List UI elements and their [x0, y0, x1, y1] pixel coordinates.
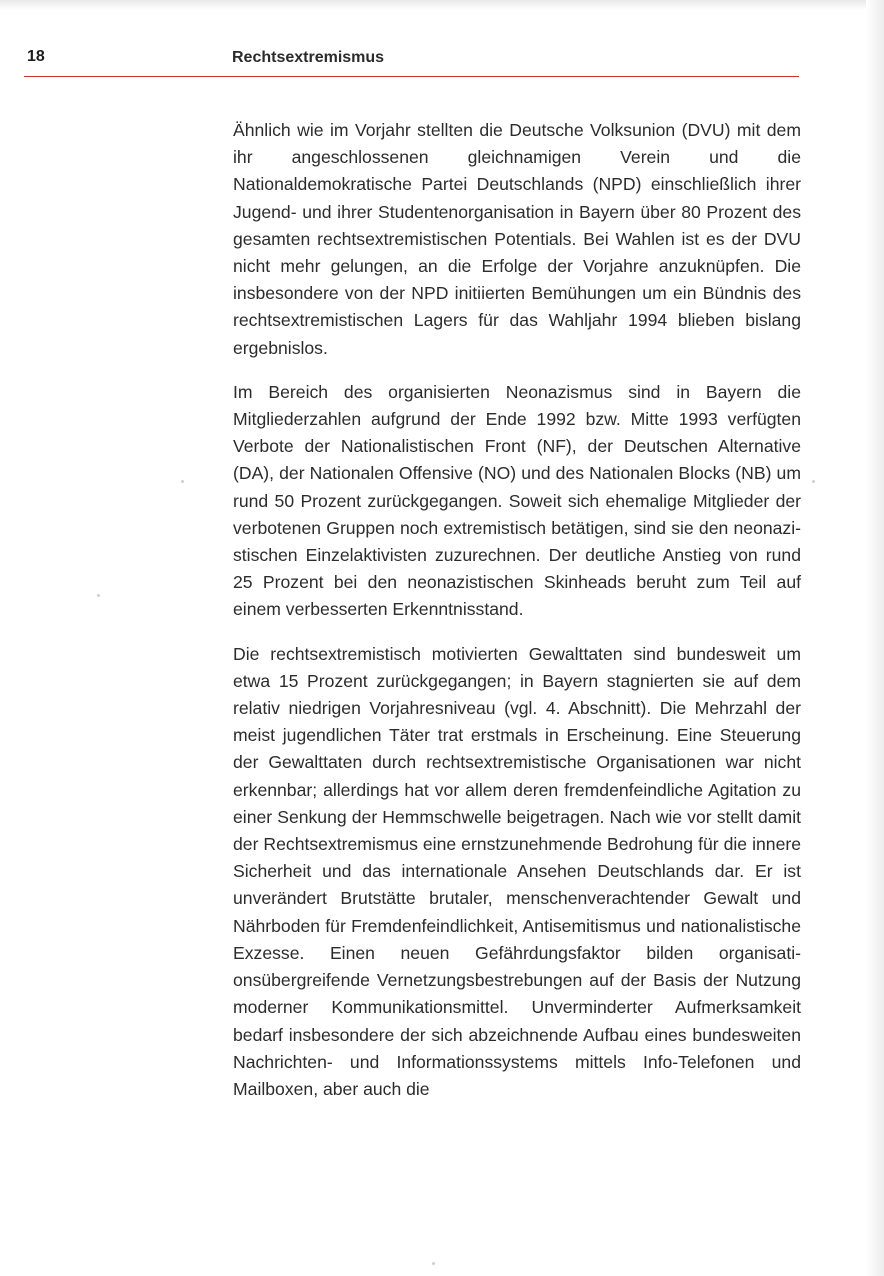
paragraph-dvu-npd: Ähnlich wie im Vorjahr stellten die Deutsche Volksunion (DVU) mit dem ihr angeschlossenen gleichnamigen Verein und die Nationaldemokratische Partei Deutschlands (NPD) einschließlich ihrer Jugend- und ihrer Studentenorganisation in Bayern über 80 Prozent des gesamten rechtsextremistischen Potentials. Bei Wahlen ist es der DVU nicht mehr gelungen, an die Erfolge der Vorjahre anzuknüpfen. Die insbesondere von der NPD initiierten Bemühungen um ein Bündnis des rechtsextremistischen Lagers für das Wahljahr 1994 blieben bislang ergebnislos.: [233, 120, 801, 358]
scan-speck: [181, 480, 184, 483]
scan-speck: [97, 594, 100, 597]
page-header: [0, 46, 884, 76]
scan-speck: [812, 480, 815, 483]
scan-speck: [432, 1262, 435, 1265]
scan-right-edge: [866, 0, 884, 1276]
paragraph-neonazismus: Im Bereich des organisierten Neonazismus sind in Bayern die Mitgliederzahlen aufgrund der Ende 1992 bzw. Mitte 1993 verfügten Verbote der Nationalistischen Front (NF), der Deutschen Alternative (DA), der Nationalen Offensive (NO) und des Nationalen Blocks (NB) um rund 50 Prozent zurückgegangen. Soweit sich ehemalige Mitglieder der verbotenen Gruppen noch extremistisch betätigen, sind sie den neonazistischen Einzelaktivisten zuzurechnen. Der deutliche Anstieg von rund 25 Prozent bei den neonazistischen Skinheads beruht zum Teil auf einem verbesserten Erkenntnisstand.: [233, 381, 801, 620]
running-title: Rechtsextremismus: [232, 49, 385, 66]
body-text: [233, 117, 801, 1120]
scan-top-shade: [0, 0, 884, 10]
header-rule: [24, 76, 799, 77]
page-number: 18: [27, 48, 45, 65]
paragraph-gewalttaten: Die rechtsextremistisch motivierten Gewalttaten sind bundesweit um etwa 15 Prozent zurückgegangen; in Bayern stagnierten sie auf dem relativ niedrigen Vorjahresniveau (vgl. 4. Abschnitt). Die Mehrzahl der meist jugendlichen Täter trat erstmals in Erscheinung. Eine Steuerung der Gewalttaten durch rechtsextremistische Organisationen war nicht erkennbar; allerdings hat vor allem deren fremdenfeindliche Agitation zu einer Senkung der Hemmschwelle beigetragen. Nach wie vor stellt damit der Rechtsextremismus eine ernstzunehmende Bedrohung für die innere Sicherheit und das internationale Ansehen Deutschlands dar. Er ist unverändert Brutstätte brutaler, menschenverachtender Gewalt und Nährboden für Fremdenfeindlichkeit, Antisemitismus und nationalistische Exzesse. Einen neuen Gefährdungsfaktor bilden organisationsübergreifende Vernetzungsbestrebungen auf der Basis der Nutzung moderner Kommunikationsmittel. Unverminderter Aufmerksamkeit bedarf insbesondere der sich abzeichnende Aufbau eines bundesweiten Nachrichten- und Informationssystems mittels Info-Telefonen und Mailboxen, aber auch die: [233, 643, 801, 1099]
